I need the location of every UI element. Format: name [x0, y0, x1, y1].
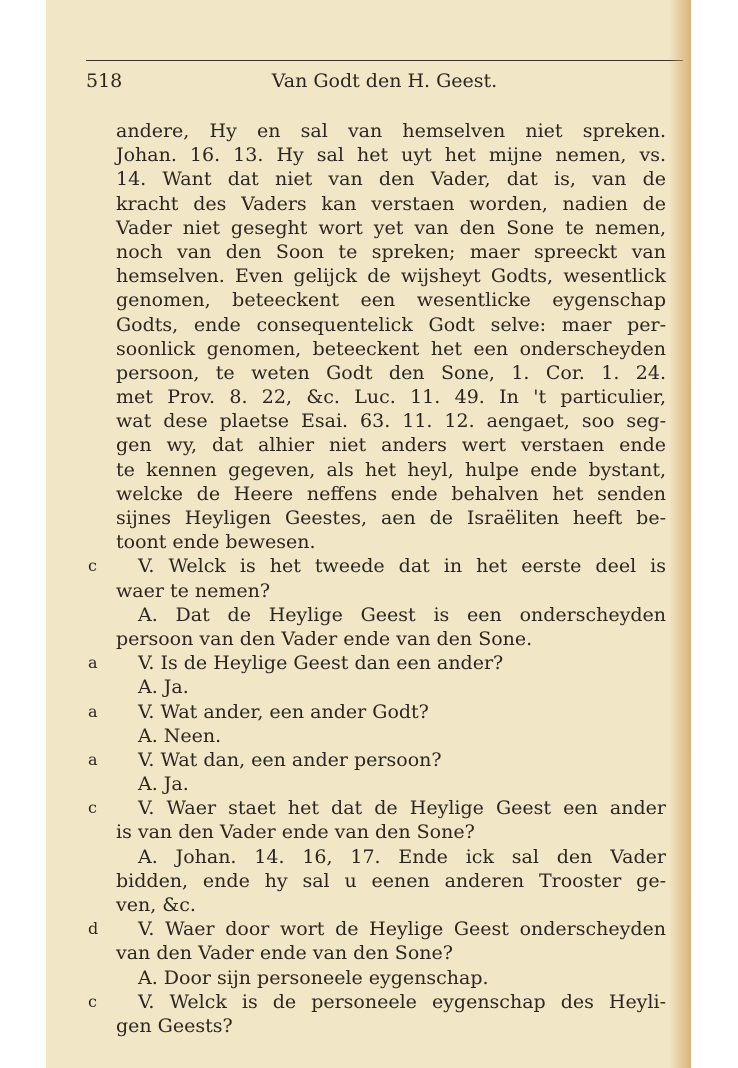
text-line [88, 700, 666, 724]
text-line [116, 627, 666, 651]
text-line [116, 143, 666, 167]
line-text: te kennen gegeven, als het heyl, hulpe ende bystant, [116, 458, 666, 481]
line-text: gen wy, dat alhier niet anders wert verstaen ende [116, 434, 666, 457]
line-text: welcke de Heere neffens ende behalven het senden [116, 482, 666, 505]
text-line [116, 772, 666, 796]
text-line [116, 530, 666, 554]
text-line [116, 216, 666, 240]
line-text: ven, &c. [116, 894, 196, 916]
line-text: met Prov. 8. 22, &c. Luc. 11. 49. In 't particulier, [116, 386, 666, 409]
text-line [88, 917, 666, 941]
margin-mark: d [88, 919, 99, 939]
line-text: 14. Want dat niet van den Vader, dat is, van de [116, 168, 666, 191]
line-text: persoon van den Vader ende van den Sone. [116, 627, 533, 650]
margin-mark: a [88, 749, 98, 769]
line-text: bidden, ende hy sal u eenen anderen Trooster ge- [116, 869, 666, 892]
margin-mark: c [88, 991, 97, 1011]
line-text: genomen, beteeckent een wesentlicke eygenschap [116, 289, 666, 312]
book-page [46, 0, 691, 1068]
text-line [116, 385, 666, 409]
line-text: Johan. 16. 13. Hy sal het uyt het mijne nemen, vs. [116, 144, 666, 167]
line-text: V. Waer door wort de Heylige Geest onderscheyden [138, 918, 666, 941]
running-title: Van Godt den H. Geest. [271, 70, 498, 92]
line-text: kracht des Vaders kan verstaen worden, nadien de [116, 192, 666, 215]
text-line [116, 167, 666, 191]
text-line [88, 748, 666, 772]
line-text: A. Johan. 14. 16, 17. Ende ick sal den Vader [138, 845, 666, 868]
text-line [116, 288, 666, 312]
line-text: A. Ja. [138, 773, 189, 796]
line-text: V. Waer staet het dat de Heylige Geest een ander [138, 797, 666, 820]
margin-mark: c [88, 798, 97, 818]
text-line [116, 893, 666, 917]
margin-mark: c [88, 556, 97, 576]
line-text: is van den Vader ende van den Sone? [116, 821, 475, 844]
line-text: V. Wat dan, een ander persoon? [138, 748, 442, 771]
text-line [116, 192, 666, 216]
running-header [86, 67, 683, 95]
text-line [116, 941, 666, 965]
margin-mark: a [88, 701, 98, 721]
text-line [116, 409, 666, 433]
line-text: V. Welck is de personeele eygenschap des Heyli- [138, 990, 666, 1013]
text-line [116, 1014, 666, 1038]
text-line [88, 990, 666, 1014]
page-number: 518 [86, 70, 123, 92]
margin-mark: a [88, 653, 98, 673]
text-line [116, 264, 666, 288]
line-text: V. Welck is het tweede dat in het eerste deel is [138, 555, 666, 578]
text-line [88, 796, 666, 820]
text-line [116, 579, 666, 603]
text-line [116, 337, 666, 361]
body-text [88, 119, 666, 1038]
text-line [116, 313, 666, 337]
text-line [88, 554, 666, 578]
text-line [116, 506, 666, 530]
text-line [116, 458, 666, 482]
header-rule [86, 60, 683, 61]
line-text: persoon, te weten Godt den Sone, 1. Cor. 1. 24. [116, 361, 666, 384]
line-text: A. Neen. [138, 724, 222, 747]
line-text: wat dese plaetse Esai. 63. 11. 12. aengaet, soo seg- [116, 410, 666, 433]
text-line [116, 845, 666, 869]
text-line [116, 482, 666, 506]
line-text: V. Is de Heylige Geest dan een ander? [138, 652, 504, 675]
line-text: V. Wat ander, een ander Godt? [138, 700, 429, 723]
text-line [88, 651, 666, 675]
line-text: van den Vader ende van den Sone? [116, 942, 453, 965]
line-text: andere, Hy en sal van hemselven niet spreken. [116, 120, 666, 142]
line-text: Vader niet geseght wort yet van den Sone te nemen, [116, 216, 666, 239]
line-text: A. Ja. [138, 676, 189, 699]
text-line [116, 361, 666, 385]
line-text: toont ende bewesen. [116, 531, 316, 554]
text-line [116, 675, 666, 699]
line-text: Godts, ende consequentelick Godt selve: maer per- [116, 313, 666, 336]
line-text: A. Dat de Heylige Geest is een onderscheyden [138, 603, 666, 626]
line-text: soonlick genomen, beteeckent het een onderscheyden [116, 337, 666, 360]
text-line [116, 869, 666, 893]
text-line [116, 603, 666, 627]
line-text: A. Door sijn personeele eygenschap. [138, 966, 489, 989]
text-line [116, 724, 666, 748]
line-text: waer te nemen? [116, 579, 271, 602]
text-line [116, 966, 666, 990]
text-line [116, 119, 666, 143]
line-text: gen Geests? [116, 1014, 233, 1037]
line-text: sijnes Heyligen Geestes, aen de Israëliten heeft be- [116, 507, 666, 529]
text-line [116, 240, 666, 264]
line-text: noch van den Soon te spreken; maer spreeckt van [116, 240, 666, 263]
text-line [116, 820, 666, 844]
text-line [116, 433, 666, 457]
line-text: hemselven. Even gelijck de wijsheyt Godts, wesentlick [116, 265, 666, 288]
